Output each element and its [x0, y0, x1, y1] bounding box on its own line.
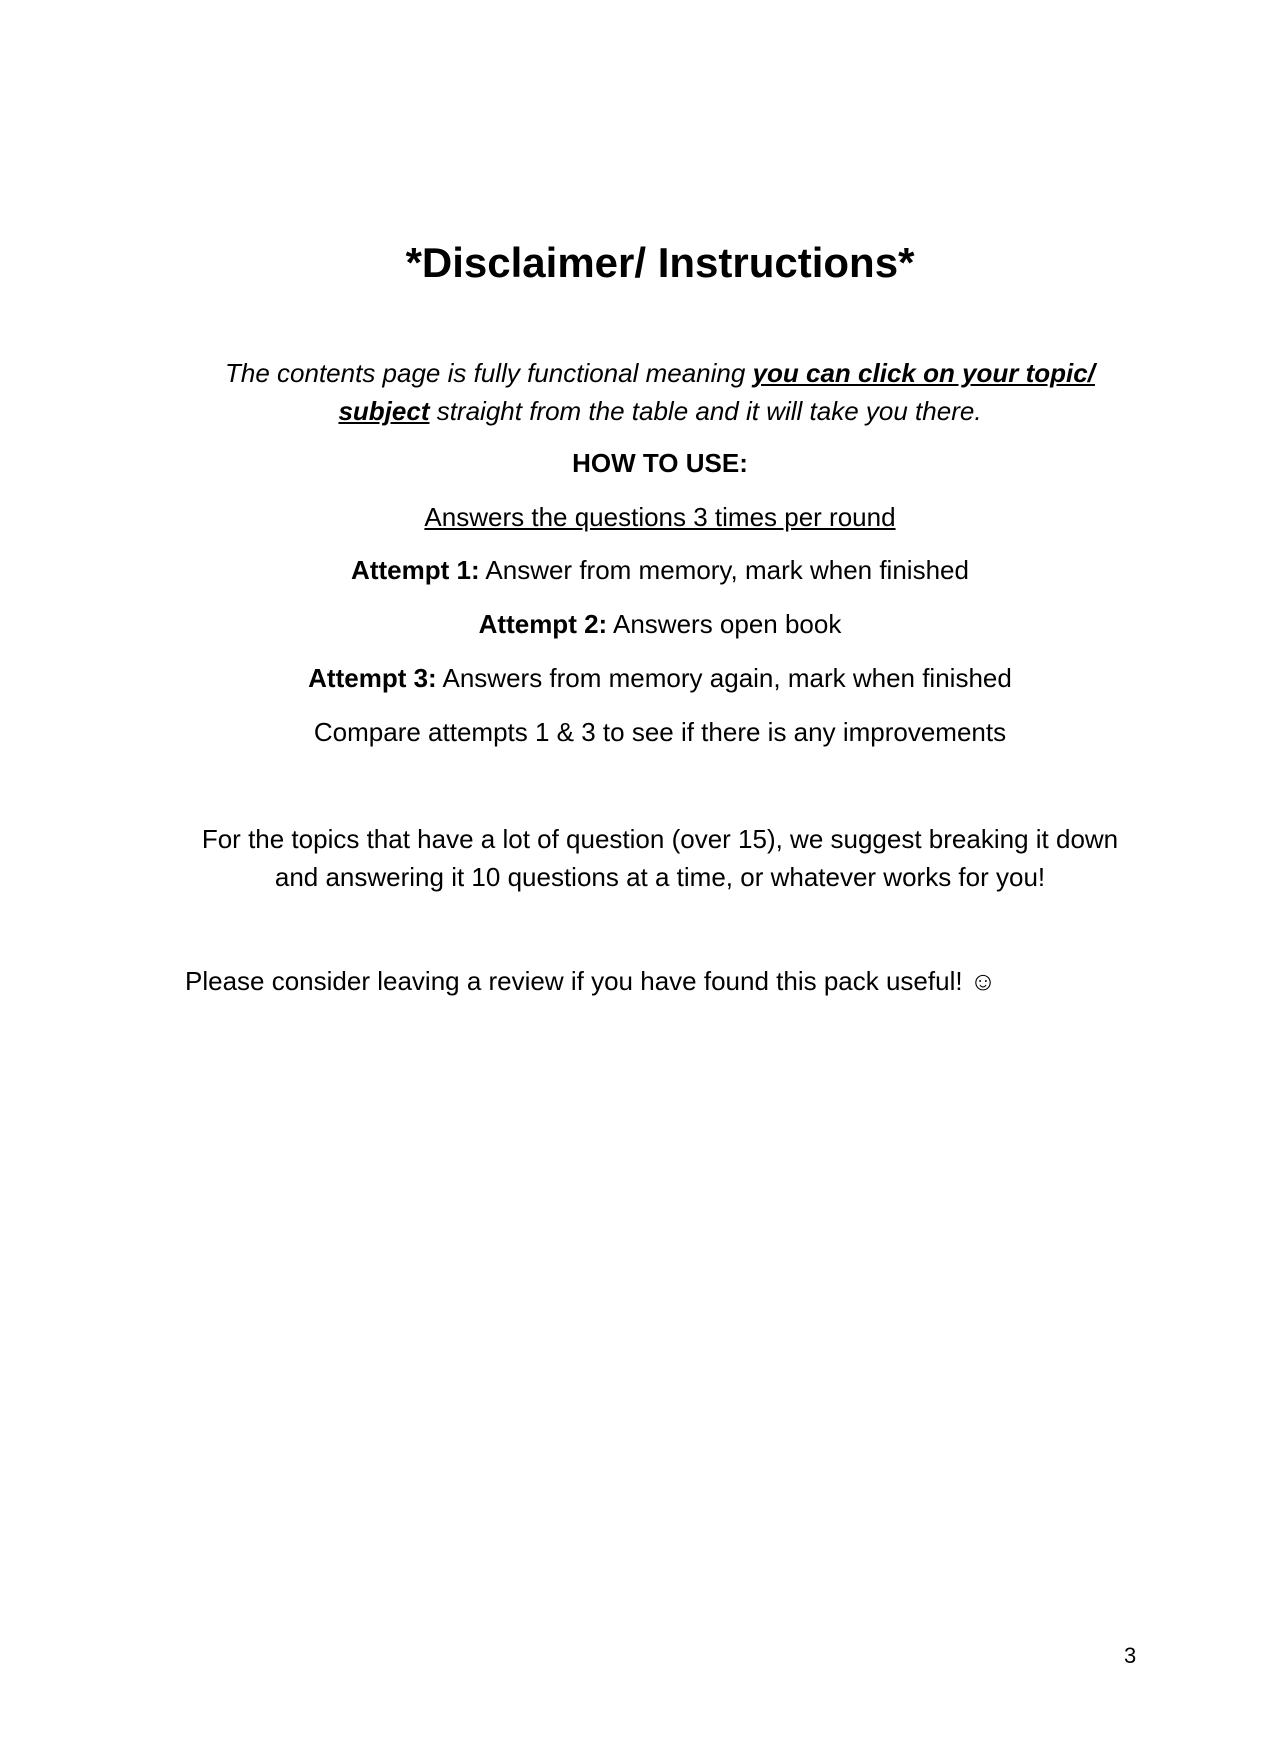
- attempt-2-line: [0, 607, 1280, 641]
- compare-note: Compare attempts 1 & 3 to see if there is any improvements: [313, 717, 1007, 747]
- answers-instruction: Answers the questions 3 times per round: [424, 502, 896, 532]
- page-title: *Disclaimer/ Instructions*: [405, 239, 915, 286]
- attempt-3-line: [0, 661, 1280, 695]
- attempt-1-text: Answer from memory, mark when finished: [479, 555, 969, 585]
- attempt-3-label: Attempt 3:: [308, 663, 437, 693]
- page-number: 3: [1124, 1643, 1137, 1668]
- intro-paragraph: [190, 354, 1130, 430]
- attempt-2-label: Attempt 2:: [478, 609, 608, 639]
- topics-note: For the topics that have a lot of question (over 15), we suggest breaking it down and answering it 10 questions at a time, or whatever works for you!: [201, 824, 1119, 892]
- attempt-3-text: Answers from memory again, mark when finished: [436, 663, 1012, 693]
- review-note: Please consider leaving a review if you have found this pack useful! ☺: [185, 966, 997, 996]
- intro-text-before: The contents page is fully functional meaning: [225, 358, 753, 388]
- intro-emphasis: you can click on your topic/ subject: [338, 358, 1095, 426]
- how-to-use-heading: HOW TO USE:: [572, 448, 748, 478]
- attempt-1-line: [0, 553, 1280, 587]
- intro-text-after: straight from the table and it will take you there.: [429, 396, 982, 426]
- attempt-2-text: Answers open book: [607, 609, 842, 639]
- attempt-1-label: Attempt 1:: [351, 555, 480, 585]
